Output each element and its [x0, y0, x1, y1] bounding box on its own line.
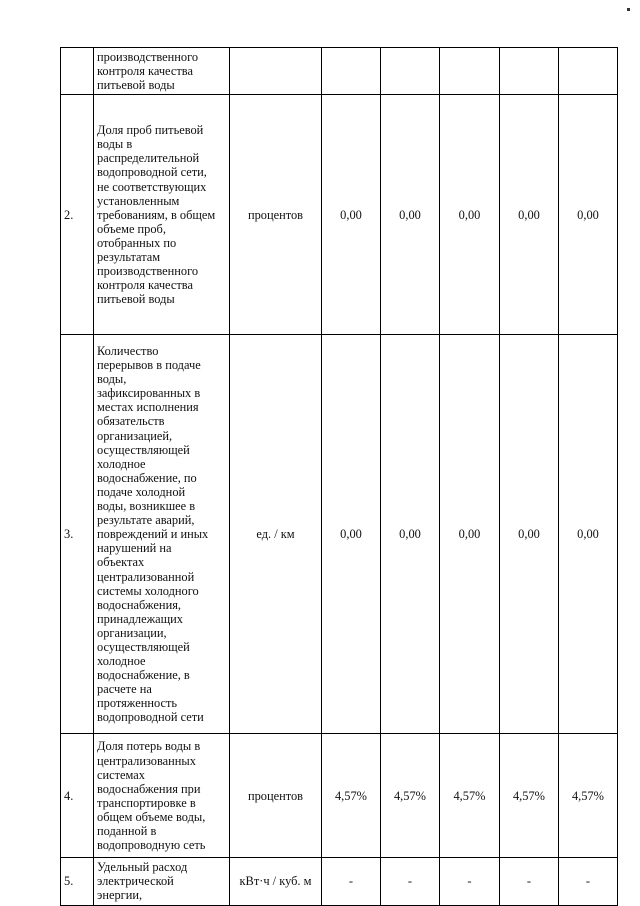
- description-line: осуществляющей: [97, 442, 190, 457]
- description-line: холодное: [97, 654, 146, 669]
- unit-cell: процентов: [230, 95, 322, 335]
- unit-cell: процентов: [230, 734, 322, 858]
- description-line: водоснабжение, в: [97, 668, 190, 683]
- description-line: водоснабжение, по: [97, 470, 197, 485]
- description-line: отобранных по: [97, 235, 177, 250]
- value-cell: 0,00: [440, 95, 500, 335]
- value-cell: [322, 48, 381, 95]
- description-line: объеме проб,: [97, 221, 166, 236]
- description-line: производственного: [97, 50, 199, 64]
- description-line: Количество: [97, 344, 159, 359]
- row-number: 3.: [61, 335, 94, 734]
- value-cell: -: [440, 858, 500, 905]
- value-cell: 0,00: [322, 95, 381, 335]
- description-line: объектах: [97, 555, 145, 570]
- description-line: холодное: [97, 456, 146, 471]
- indicator-description: [94, 95, 230, 335]
- value-cell: 4,57%: [559, 734, 618, 858]
- table-row: [61, 335, 618, 734]
- table-row: [61, 734, 618, 858]
- description-line: результатам: [97, 250, 161, 265]
- value-cell: 4,57%: [322, 734, 381, 858]
- description-line: обязательств: [97, 414, 165, 429]
- value-cell: -: [381, 858, 440, 905]
- description-line: системы холодного: [97, 583, 199, 598]
- description-line: водопроводной сети: [97, 710, 204, 725]
- table-row: [61, 95, 618, 335]
- description-line: воды в: [97, 137, 133, 152]
- value-cell: -: [322, 858, 381, 905]
- description-line: транспортировке в: [97, 795, 196, 810]
- description-line: централизованной: [97, 569, 195, 584]
- description-line: поданной в: [97, 823, 157, 838]
- value-cell: 0,00: [500, 95, 559, 335]
- row-number: 4.: [61, 734, 94, 858]
- value-cell: -: [559, 858, 618, 905]
- description-line: протяженность: [97, 696, 178, 711]
- description-line: распределительной: [97, 151, 200, 166]
- value-cell: 0,00: [559, 95, 618, 335]
- description-line: требованиям, в общем: [97, 207, 216, 222]
- description-line: производственного: [97, 264, 199, 279]
- description-line: организации,: [97, 625, 167, 640]
- description-line: электрической: [97, 874, 174, 889]
- description-line: системах: [97, 767, 145, 782]
- value-cell: 0,00: [440, 335, 500, 734]
- description-line: контроля качества: [97, 278, 193, 293]
- value-cell: 4,57%: [381, 734, 440, 858]
- description-line: перерывов в подаче: [97, 358, 201, 373]
- description-line: установленным: [97, 193, 180, 208]
- description-line: подаче холодной: [97, 484, 186, 499]
- value-cell: 4,57%: [500, 734, 559, 858]
- description-line: питьевой воды: [97, 78, 175, 93]
- description-line: воды, возникшее в: [97, 499, 196, 514]
- row-number: 2.: [61, 95, 94, 335]
- table-body: [61, 48, 618, 906]
- description-line: общем объеме воды,: [97, 809, 206, 824]
- description-line: питьевой воды: [97, 292, 175, 307]
- value-cell: 4,57%: [440, 734, 500, 858]
- description-line: местах исполнения: [97, 400, 199, 415]
- description-line: осуществляющей: [97, 639, 190, 654]
- description-line: водопроводной сети,: [97, 165, 207, 180]
- description-line: водоснабжения при: [97, 781, 201, 796]
- value-cell: 0,00: [559, 335, 618, 734]
- description-line: результате аварий,: [97, 513, 195, 528]
- description-line: не соответствующих: [97, 179, 207, 194]
- value-cell: 0,00: [381, 95, 440, 335]
- indicator-description: [94, 335, 230, 734]
- row-number: 5.: [61, 858, 94, 905]
- description-line: повреждений и иных: [97, 527, 209, 542]
- description-line: энергии,: [97, 888, 143, 903]
- description-line: водопроводную сеть: [97, 838, 206, 853]
- indicator-description: [94, 48, 230, 95]
- table-row: [61, 858, 618, 905]
- unit-cell: ед. / км: [230, 335, 322, 734]
- value-cell: [500, 48, 559, 95]
- description-line: организацией,: [97, 428, 173, 443]
- scan-mark: [627, 8, 630, 11]
- unit-cell: [230, 48, 322, 95]
- description-line: нарушений на: [97, 541, 172, 556]
- value-cell: -: [500, 858, 559, 905]
- description-line: зафиксированных в: [97, 386, 201, 401]
- value-cell: [559, 48, 618, 95]
- description-line: Доля потерь воды в: [97, 739, 201, 754]
- row-number: [61, 48, 94, 95]
- value-cell: [381, 48, 440, 95]
- description-line: воды,: [97, 372, 127, 387]
- description-line: централизованных: [97, 753, 196, 768]
- description-line: контроля качества: [97, 64, 193, 79]
- indicators-table: [60, 47, 618, 906]
- value-cell: 0,00: [381, 335, 440, 734]
- indicator-description: [94, 734, 230, 858]
- indicator-description: [94, 858, 230, 905]
- unit-cell: кВт·ч / куб. м: [230, 858, 322, 905]
- value-cell: 0,00: [322, 335, 381, 734]
- description-line: Удельный расход: [97, 860, 188, 875]
- description-line: водоснабжения,: [97, 597, 181, 612]
- value-cell: 0,00: [500, 335, 559, 734]
- table-row: [61, 48, 618, 95]
- value-cell: [440, 48, 500, 95]
- description-line: расчете на: [97, 682, 152, 697]
- description-line: принадлежащих: [97, 611, 184, 626]
- description-line: Доля проб питьевой: [97, 123, 204, 138]
